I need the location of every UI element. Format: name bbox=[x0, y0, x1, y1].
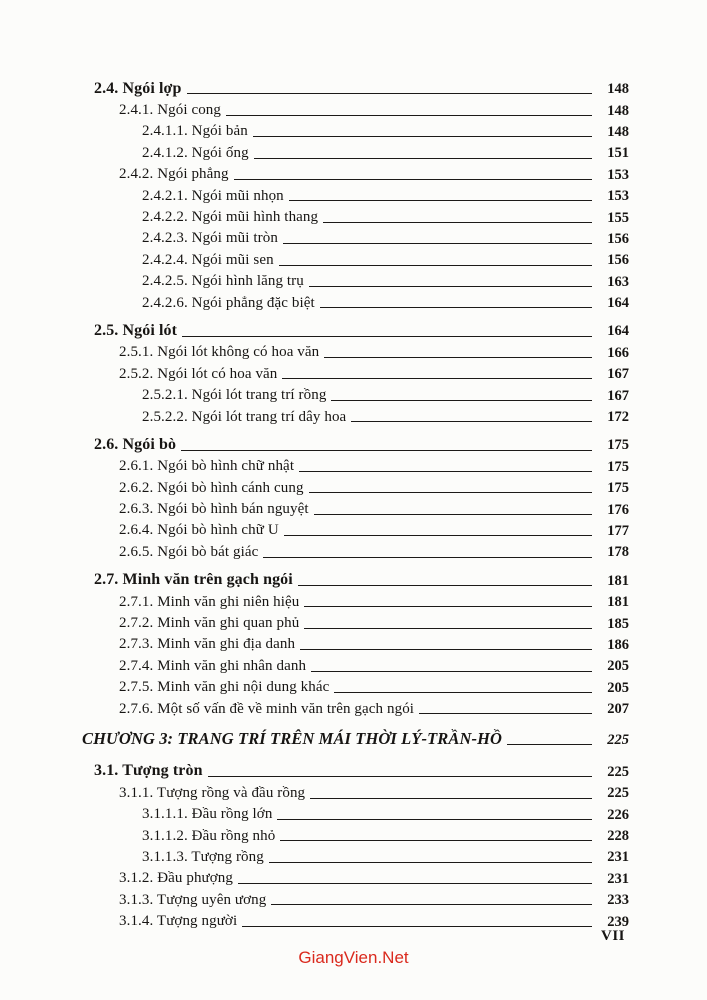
leader-line bbox=[314, 514, 592, 515]
toc-entry-row bbox=[94, 183, 629, 204]
toc-entry-page: 178 bbox=[607, 544, 629, 561]
leader-line bbox=[242, 926, 592, 927]
toc-entry-label: 2.4.1.1. Ngói bản bbox=[142, 123, 248, 140]
toc-entry-page: 175 bbox=[607, 437, 629, 454]
leader-line bbox=[289, 200, 592, 201]
leader-line bbox=[254, 158, 592, 159]
toc-entry-row bbox=[94, 119, 629, 140]
leader-line bbox=[324, 357, 592, 358]
toc-entry-row bbox=[94, 780, 629, 801]
toc-entry-label: 2.4.2.5. Ngói hình lăng trụ bbox=[142, 273, 304, 290]
toc-entry-row bbox=[94, 226, 629, 247]
toc-entry-row bbox=[94, 97, 629, 118]
page-number: VII bbox=[600, 928, 625, 944]
leader-line bbox=[280, 840, 592, 841]
leader-line bbox=[304, 606, 592, 607]
leader-line bbox=[226, 115, 592, 116]
toc-entry-page: 156 bbox=[607, 230, 629, 247]
toc-entry-label: 2.4.2.1. Ngói mũi nhọn bbox=[142, 187, 284, 204]
toc-entry-label: 2.7. Minh văn trên gạch ngói bbox=[94, 571, 293, 589]
toc-entry-page: 177 bbox=[607, 522, 629, 539]
watermark-text: GiangVien.Net bbox=[298, 948, 409, 967]
leader-line bbox=[304, 628, 592, 629]
toc-entry-page: 181 bbox=[607, 594, 629, 611]
toc-entry-label: 3.1.1.2. Đầu rồng nhỏ bbox=[142, 827, 276, 844]
toc-entry-row bbox=[94, 204, 629, 225]
leader-line bbox=[271, 904, 592, 905]
toc-entry-row bbox=[94, 610, 629, 631]
toc-entry-row bbox=[94, 675, 629, 696]
toc-entry-label: 3.1. Tượng tròn bbox=[94, 762, 203, 780]
toc-entry-row bbox=[94, 823, 629, 844]
leader-line bbox=[309, 492, 592, 493]
toc-entry-page: 167 bbox=[607, 366, 629, 383]
toc-entry-row bbox=[94, 454, 629, 475]
toc-entry-label: 2.7.4. Minh văn ghi nhân danh bbox=[119, 657, 307, 674]
toc-entry-page: 148 bbox=[607, 81, 629, 98]
table-of-contents bbox=[82, 76, 629, 930]
toc-entry-page: 225 bbox=[607, 763, 629, 780]
leader-line bbox=[298, 585, 592, 586]
toc-entry-row bbox=[94, 653, 629, 674]
toc-entry-label: 2.5.1. Ngói lót không có hoa văn bbox=[119, 344, 320, 361]
toc-entry-row bbox=[94, 844, 629, 865]
leader-line bbox=[208, 776, 592, 777]
leader-line bbox=[299, 471, 592, 472]
toc-entry-label: 2.6.4. Ngói bò hình chữ U bbox=[119, 522, 279, 539]
leader-line bbox=[279, 265, 592, 266]
toc-entry-row bbox=[94, 908, 629, 929]
toc-entry-page: 148 bbox=[607, 123, 629, 140]
toc-entry-row bbox=[94, 382, 629, 403]
toc-entry-page: 207 bbox=[607, 701, 629, 718]
toc-entry-page: 176 bbox=[607, 501, 629, 518]
toc-entry-label: 3.1.1.1. Đầu rồng lớn bbox=[142, 806, 273, 823]
toc-entry-label: 3.1.3. Tượng uyên ương bbox=[119, 891, 267, 908]
leader-line bbox=[253, 136, 592, 137]
toc-entry-label: 3.1.2. Đầu phượng bbox=[119, 870, 234, 887]
toc-entry-label: 2.4. Ngói lợp bbox=[94, 79, 182, 97]
toc-entry-page: 153 bbox=[607, 188, 629, 205]
toc-entry-page: 225 bbox=[607, 731, 629, 748]
leader-line bbox=[238, 883, 592, 884]
toc-entry-page: 185 bbox=[607, 615, 629, 632]
toc-entry-row bbox=[94, 802, 629, 823]
toc-entry-row bbox=[94, 475, 629, 496]
toc-entry-row bbox=[94, 887, 629, 908]
leader-line bbox=[309, 286, 592, 287]
toc-entry-label: 3.1.1.3. Tượng rồng bbox=[142, 848, 264, 865]
leader-line bbox=[311, 671, 592, 672]
leader-line bbox=[283, 243, 592, 244]
toc-entry-row bbox=[94, 518, 629, 539]
toc-entry-row bbox=[94, 340, 629, 361]
leader-line bbox=[282, 378, 592, 379]
leader-line bbox=[263, 557, 592, 558]
toc-entry-label: 3.1.4. Tượng người bbox=[119, 913, 238, 930]
toc-entry-page: 172 bbox=[607, 409, 629, 426]
leader-line bbox=[331, 400, 592, 401]
toc-entry-label: 2.4.2.2. Ngói mũi hình thang bbox=[142, 208, 319, 225]
toc-entry-page: 233 bbox=[607, 892, 629, 909]
toc-entry-page: 167 bbox=[607, 387, 629, 404]
toc-entry-label: 3.1.1. Tượng rồng và đầu rồng bbox=[119, 784, 306, 801]
toc-entry-row bbox=[94, 696, 629, 717]
leader-line bbox=[320, 307, 592, 308]
toc-entry-row bbox=[94, 866, 629, 887]
toc-entry-page: 164 bbox=[607, 323, 629, 340]
toc-entry-label: 2.6.5. Ngói bò bát giác bbox=[119, 543, 259, 560]
leader-line bbox=[419, 713, 592, 714]
toc-entry-label: 2.6. Ngói bò bbox=[94, 435, 177, 453]
toc-entry-row bbox=[94, 269, 629, 290]
toc-entry-label: 2.4.2.3. Ngói mũi tròn bbox=[142, 230, 278, 247]
toc-entry-label: 2.6.3. Ngói bò hình bán nguyệt bbox=[119, 501, 309, 518]
toc-entry-label: 2.4.2.4. Ngói mũi sen bbox=[142, 251, 274, 268]
toc-entry-row bbox=[94, 162, 629, 183]
toc-entry-row bbox=[94, 539, 629, 560]
toc-entry-row bbox=[94, 432, 629, 453]
toc-entry-row bbox=[94, 632, 629, 653]
toc-entry-page: 164 bbox=[607, 295, 629, 312]
leader-line bbox=[507, 744, 592, 745]
leader-line bbox=[277, 819, 592, 820]
toc-entry-label: 2.7.3. Minh văn ghi địa danh bbox=[119, 636, 296, 653]
leader-line bbox=[269, 862, 592, 863]
toc-entry-page: 239 bbox=[607, 913, 629, 930]
toc-entry-page: 226 bbox=[607, 806, 629, 823]
leader-line bbox=[310, 798, 592, 799]
toc-entry-label: 2.4.2.6. Ngói phẳng đặc biệt bbox=[142, 294, 315, 311]
toc-chapter-row bbox=[82, 726, 629, 747]
toc-entry-label: 2.4.1.2. Ngói ống bbox=[142, 144, 249, 161]
toc-entry-page: 175 bbox=[607, 458, 629, 475]
toc-entry-page: 225 bbox=[607, 785, 629, 802]
toc-entry-row bbox=[94, 759, 629, 780]
toc-entry-label: 2.7.1. Minh văn ghi niên hiệu bbox=[119, 593, 300, 610]
toc-entry-page: 205 bbox=[607, 658, 629, 675]
toc-entry-page: 186 bbox=[607, 636, 629, 653]
toc-entry-row bbox=[94, 404, 629, 425]
toc-entry-label: 2.7.6. Một số vấn đề về minh văn trên gạch ngói bbox=[119, 700, 415, 717]
toc-entry-row bbox=[94, 140, 629, 161]
toc-entry-label: 2.4.1. Ngói cong bbox=[119, 102, 222, 119]
toc-entry-row bbox=[94, 589, 629, 610]
toc-entry-label: CHƯƠNG 3: TRANG TRÍ TRÊN MÁI THỜI LÝ-TRẦN-HỒ bbox=[82, 729, 503, 749]
leader-line bbox=[323, 222, 592, 223]
toc-entry-page: 205 bbox=[607, 679, 629, 696]
toc-entry-label: 2.6.2. Ngói bò hình cánh cung bbox=[119, 479, 304, 496]
leader-line bbox=[187, 93, 592, 94]
toc-entry-label: 2.5.2. Ngói lót có hoa văn bbox=[119, 365, 278, 382]
leader-line bbox=[234, 179, 592, 180]
toc-entry-page: 166 bbox=[607, 344, 629, 361]
toc-entry-page: 148 bbox=[607, 102, 629, 119]
toc-entry-page: 231 bbox=[607, 849, 629, 866]
toc-entry-label: 2.7.2. Minh văn ghi quan phủ bbox=[119, 615, 300, 632]
toc-entry-label: 2.4.2. Ngói phẳng bbox=[119, 166, 229, 183]
toc-entry-label: 2.7.5. Minh văn ghi nội dung khác bbox=[119, 679, 330, 696]
toc-entry-row bbox=[94, 361, 629, 382]
toc-entry-page: 153 bbox=[607, 166, 629, 183]
leader-line bbox=[351, 421, 592, 422]
toc-entry-page: 163 bbox=[607, 273, 629, 290]
toc-entry-row bbox=[94, 247, 629, 268]
toc-entry-row bbox=[94, 318, 629, 339]
leader-line bbox=[181, 450, 592, 451]
toc-entry-page: 228 bbox=[607, 828, 629, 845]
toc-entry-page: 181 bbox=[607, 572, 629, 589]
toc-entry-row bbox=[94, 76, 629, 97]
toc-entry-page: 175 bbox=[607, 480, 629, 497]
leader-line bbox=[182, 336, 592, 337]
toc-entry-row bbox=[94, 290, 629, 311]
toc-entry-page: 155 bbox=[607, 209, 629, 226]
toc-entry-label: 2.5.2.1. Ngói lót trang trí rồng bbox=[142, 387, 327, 404]
toc-entry-label: 2.6.1. Ngói bò hình chữ nhật bbox=[119, 458, 295, 475]
leader-line bbox=[334, 692, 592, 693]
toc-entry-label: 2.5.2.2. Ngói lót trang trí dây hoa bbox=[142, 408, 347, 425]
toc-entry-page: 156 bbox=[607, 252, 629, 269]
leader-line bbox=[284, 535, 592, 536]
toc-entry-page: 151 bbox=[607, 145, 629, 162]
leader-line bbox=[300, 649, 592, 650]
toc-entry-label: 2.5. Ngói lót bbox=[94, 321, 178, 339]
toc-entry-row bbox=[94, 496, 629, 517]
toc-entry-row bbox=[94, 568, 629, 589]
toc-entry-page: 231 bbox=[607, 870, 629, 887]
